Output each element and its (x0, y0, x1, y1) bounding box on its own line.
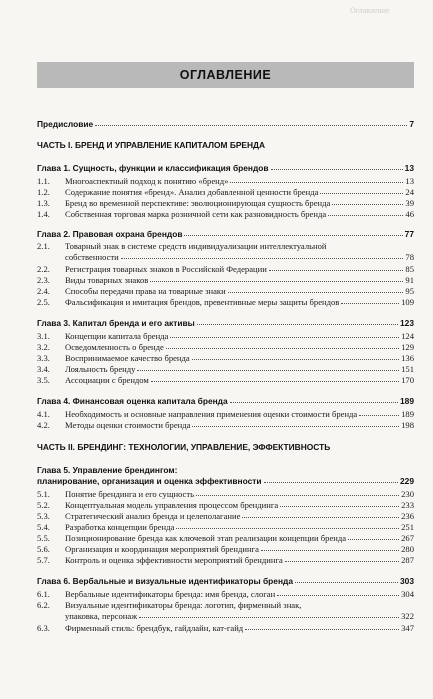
toc-entry-section[interactable]: 5.2. Концептуальная модель управления процессом брендинга 233 (37, 500, 414, 510)
toc-entry-preface[interactable]: Предисловие 7 (37, 119, 414, 129)
chapter-5-title-line-1: Глава 5. Управление брендингом: (37, 465, 178, 475)
section-number: 2.1. (37, 241, 50, 251)
toc-entry-section[interactable]: 5.3. Стратегический анализ бренда и целеполагание 236 (37, 511, 414, 521)
section-label-line-1: Товарный знак в системе средств индивидуализации интеллектуальной (65, 241, 327, 251)
toc-entry-section[interactable]: 3.2. Осведомленность о бренде 129 (37, 342, 414, 352)
toc-entry-section[interactable]: 1.3. Бренд во временной перспективе: эволюционирующая сущность бренда 39 (37, 198, 414, 208)
toc-entry-section[interactable]: 4.1. Необходимость и основные направления применения оценки стоимости бренда 189 (37, 409, 414, 419)
toc-entry-section[interactable]: 5.6. Организация и координация мероприятий брендинга 280 (37, 544, 414, 554)
part-heading-1: ЧАСТЬ I. БРЕНД И УПРАВЛЕНИЕ КАПИТАЛОМ БРЕНДА (37, 140, 266, 150)
section-number: 6.2. (37, 600, 50, 610)
toc-entry-chapter-2[interactable]: Глава 2. Правовая охрана брендов 77 (37, 229, 414, 239)
toc-entry-section[interactable]: 2.2. Регистрация товарных знаков в Российской Федерации 85 (37, 264, 414, 274)
toc-entry-chapter-3[interactable]: Глава 3. Капитал бренда и его активы 123 (37, 318, 414, 328)
toc-entry-section[interactable]: 5.1. Понятие брендинга и его сущность 230 (37, 489, 414, 499)
toc-entry-section[interactable]: 6.1. Вербальные идентификаторы бренда: имя бренда, слоган 304 (37, 589, 414, 599)
running-head: Оглавление (350, 6, 390, 15)
toc-entry-section[interactable]: 2.5. Фальсификация и имитация брендов, превентивные меры защиты брендов 109 (37, 297, 414, 307)
toc-entry-section[interactable]: 1.1. Многоаспектный подход к понятию «бренд» 13 (37, 176, 414, 186)
toc-entry-section[interactable]: 3.3. Воспринимаемое качество бренда 136 (37, 353, 414, 363)
toc-entry-section[interactable]: 5.7. Контроль и оценка эффективности мероприятий брендинга 287 (37, 555, 414, 565)
toc-entry-section[interactable]: 2.4. Способы передачи права на товарные знаки 95 (37, 286, 414, 296)
toc-entry-section[interactable]: 5.4. Разработка концепции бренда 251 (37, 522, 414, 532)
part-heading-2: ЧАСТЬ II. БРЕНДИНГ: ТЕХНОЛОГИИ, УПРАВЛЕНИЕ, ЭФФЕКТИВНОСТЬ (37, 442, 331, 452)
book-page: Оглавление ОГЛАВЛЕНИЕ Предисловие 7 ЧАСТЬ I. БРЕНД И УПРАВЛЕНИЕ КАПИТАЛОМ БРЕНДА Глава 1. Сущность, функции и классификация брендов 13 1.1. Многоаспектный подход к понятию «бренд» 13 1.2. Содержание понятия «бренд». Анализ добавленной ценности бренда 24 1.3. Бренд во временной перспективе: эволюционирующая сущность бренда 39 1.4. Собственная торговая марка розничной сети как разновидность бренда 46 Глава 2. Правовая охрана брендов 77 2.1. Товарный знак в системе средств индивидуализации интеллектуальной собственности 78 2.2. Регистрация товарных знаков в Российской Федерации 85 2.3. Виды товарных знаков 91 2.4. Способы передачи права на товарные знаки 95 2.5. Фальсификация и имитация брендов, превентивные меры защиты брендов 109 Глава 3. Капитал бренда и его активы 123 3.1. Концепции капитала бренда 124 3.2. Осведомленность о бренде 129 3.3. Воспринимаемое качество бренда 136 3.4. Лояльность бренду 151 3.5. Ассоциации с брендом 170 Глава 4. Финансовая оценка капитала бренда 189 4.1. Необходимость и основные направления применения оценки стоимости бренда 189 4.2. Методы оценки стоимости бренда 198 ЧАСТЬ II. БРЕНДИНГ: ТЕХНОЛОГИИ, УПРАВЛЕНИЕ, ЭФФЕКТИВНОСТЬ Глава 5. Управление брендингом: планирование, организация и оценка эффективности 229 5.1. Понятие брендинга и его сущность 230 5.2. Концептуальная модель управления процессом брендинга 233 5.3. Стратегический анализ бренда и целеполагание 236 5.4. Разработка концепции бренда 251 5.5. Позиционирование бренда как ключевой этап реализации концепции бренда 267 5.6. Организация и координация мероприятий брендинга 280 5.7. Контроль и оценка эффективности мероприятий брендинга 287 Глава 6. Вербальные и визуальные идентификаторы бренда 303 6.1. Вербальные идентификаторы бренда: имя бренда, слоган 304 6.2. Визуальные идентификаторы бренда: логотип, фирменный знак, упаковка, персонаж 322 6.3. Фирменный стиль: брендбук, гайдлайн, кат-гайд 347 (0, 0, 433, 699)
toc-entry-section[interactable]: 2.3. Виды товарных знаков 91 (37, 275, 414, 285)
toc-entry-section[interactable]: 5.5. Позиционирование бренда как ключевой этап реализации концепции бренда 267 (37, 533, 414, 543)
toc-entry-section[interactable]: 3.1. Концепции капитала бренда 124 (37, 331, 414, 341)
toc-entry-section[interactable]: 1.4. Собственная торговая марка розничной сети как разновидность бренда 46 (37, 209, 414, 219)
section-label-line-1: Визуальные идентификаторы бренда: логотип, фирменный знак, (65, 600, 302, 610)
toc-entry-section[interactable]: 4.2. Методы оценки стоимости бренда 198 (37, 420, 414, 430)
toc-entry-section[interactable]: 1.2. Содержание понятия «бренд». Анализ добавленной ценности бренда 24 (37, 187, 414, 197)
toc-entry-chapter-1[interactable]: Глава 1. Сущность, функции и классификация брендов 13 (37, 163, 414, 173)
toc-title: ОГЛАВЛЕНИЕ (179, 68, 272, 82)
toc-entry-section[interactable]: 3.5. Ассоциации с брендом 170 (37, 375, 414, 385)
toc-title-bar (37, 62, 414, 88)
toc-entry-section[interactable]: 3.4. Лояльность бренду 151 (37, 364, 414, 374)
toc-entry-section[interactable]: 6.3. Фирменный стиль: брендбук, гайдлайн, кат-гайд 347 (37, 623, 414, 633)
toc-entry-chapter-4[interactable]: Глава 4. Финансовая оценка капитала бренда 189 (37, 396, 414, 406)
toc-entry-chapter-5[interactable]: планирование, организация и оценка эффективности 229 (37, 476, 414, 486)
toc-entry-chapter-6[interactable]: Глава 6. Вербальные и визуальные идентификаторы бренда 303 (37, 576, 414, 586)
